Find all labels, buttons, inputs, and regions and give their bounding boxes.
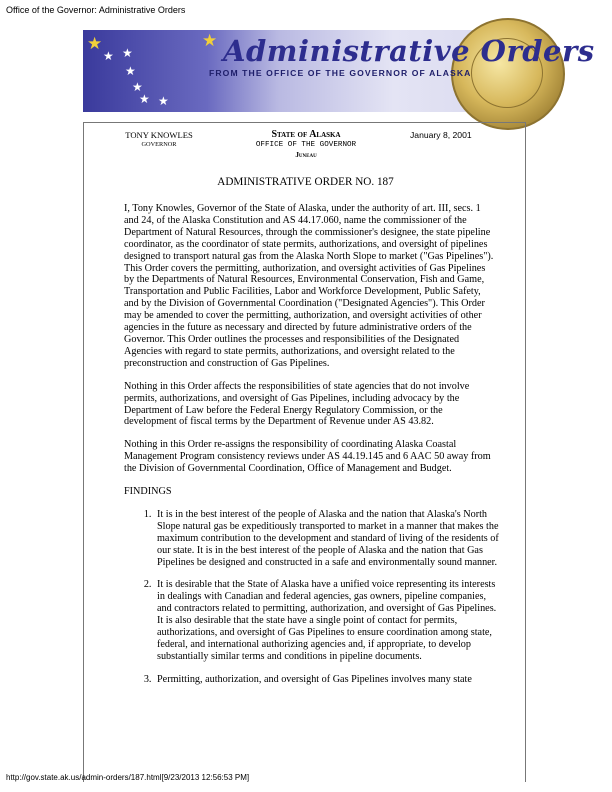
banner-title: Administrative Orders [223,34,595,68]
finding-item [154,579,516,662]
order-document [83,122,526,782]
star-icon: ★ [122,46,133,60]
star-icon: ★ [139,92,150,106]
text-line: Department of Natural Resources, through the commissioner's designee, the state pipeline [124,226,491,238]
coastal-paragraph [124,439,516,475]
finding-item [154,674,516,686]
text-line: It is also desirable that the state have a single point of contact for permits, [157,615,458,627]
star-icon: ★ [158,94,169,108]
star-icon: ★ [132,80,143,94]
text-line: agencies in the future as necessary and directed by future administrative orders of the [124,322,472,334]
text-line: in dealings with Canadian and federal agencies, gas owners, pipeline companies, [157,591,487,603]
letterhead-center [226,130,386,160]
scope-paragraph [124,381,516,429]
text-line: preconstruction and construction of Gas Pipelines. [124,357,330,369]
print-header: Office of the Governor: Administrative Orders [6,5,186,15]
text-line: Nothing in this Order re-assigns the responsibility of coordinating Alaska Coastal [124,439,457,451]
city-name: Juneau [295,151,317,159]
state-name: State of Alaska [271,129,341,140]
findings-list [124,509,516,686]
star-icon: ★ [87,34,103,54]
intro-paragraph [124,203,516,370]
text-line: Pipelines be designed and constructed in a safe and environmentally sound manner. [157,556,498,568]
text-line: and contractors related to permitting, authorization, and oversight of Gas Pipelines. [157,603,497,615]
text-line: Agencies with regard to state permits, authorizations, and oversight related to the [124,345,455,357]
text-line: 3. Permitting, authorization, and oversight of Gas Pipelines involves many state [157,673,472,685]
text-line: Governor. This Order outlines the processes and responsibilities of the Designated [124,333,460,345]
text-line: federal, and international authorizing agencies and, if appropriate, to develop [157,639,471,650]
order-date: January 8, 2001 [410,130,472,140]
text-line: development of fiscal terms by the Department of Revenue under AS 43.82. [124,416,434,428]
text-line: 1. It is in the best interest of the people of Alaska and the nation that Alaska's North [157,508,488,520]
text-line: may be amended to cover the permitting, authorization, and oversight activities of other [124,310,482,322]
office-name: OFFICE OF THE GOVERNOR [255,141,357,149]
text-line: I, Tony Knowles, Governor of the State of Alaska, under the authority of art. III, secs. 1 [124,203,481,214]
text-line: the Division of Governmental Coordination, Office of Management and Budget. [124,463,452,475]
order-title: ADMINISTRATIVE ORDER NO. 187 [217,176,394,188]
star-icon: ★ [125,64,136,78]
order-body [124,203,516,697]
star-icon: ★ [202,31,218,51]
governor-title: GOVERNOR [141,141,177,148]
star-icon: ★ [103,49,114,63]
finding-item [154,509,516,569]
findings-heading: FINDINGS [124,486,172,498]
banner-subtitle: FROM THE OFFICE OF THE GOVERNOR OF ALASKA [209,68,472,78]
text-line: permits, authorizations, and oversight of Gas Pipelines, including advocacy by the [124,392,460,404]
text-line: Nothing in this Order affects the responsibilities of state agencies that do not involve [124,380,470,392]
text-line: designed to transport natural gas from the Alaska North Slope to market ("Gas Pipelines"). [124,250,494,262]
text-line: Transportation and Public Facilities, Labor and Workforce Development, Public Safety, [124,286,481,298]
text-line: and 24, of the Alaska Constitution and AS 44.17.060, name the commissioner of the [124,214,467,226]
text-line: Management Program consistency reviews under AS 44.19.145 and 6 AAC 50 away from [124,451,491,463]
governor-name: TONY KNOWLES [125,130,193,140]
text-line: authorizations, and oversight of Gas Pipelines to ensure coordination among state, [157,627,492,639]
banner [83,30,595,112]
print-footer-url: http://gov.state.ak.us/admin-orders/187.html[9/23/2013 12:56:53 PM] [6,773,250,782]
text-line: This Order covers the permitting, authorization, and oversight activities of Gas Pipelines [124,262,486,274]
governor-block [109,130,209,150]
text-line: 2. It is desirable that the State of Alaska have a unified voice representing its interests [157,579,496,591]
text-line: and by the Division of Governmental Coordination ("Designated Agencies"). This Order [124,298,485,310]
text-line: coordinator, as the coordinator of state permits, authorizations, and oversight of pipelines [124,238,488,250]
text-line: by the Departments of Natural Resources, Environmental Conservation, Fish and Game, [124,274,485,286]
text-line: maximum contribution to the development and standard of living of the residents of [157,532,499,544]
text-line: substantially similar terms and conditions in pipeline documents. [157,650,422,662]
text-line: Department of Law before the Federal Energy Regulatory Commission, or the [124,404,443,416]
text-line: our state. It is in the best interest of the people of Alaska and the nation that Gas [157,544,483,556]
text-line: Slope natural gas be expeditiously transported to market in a manner that makes the [157,520,499,532]
